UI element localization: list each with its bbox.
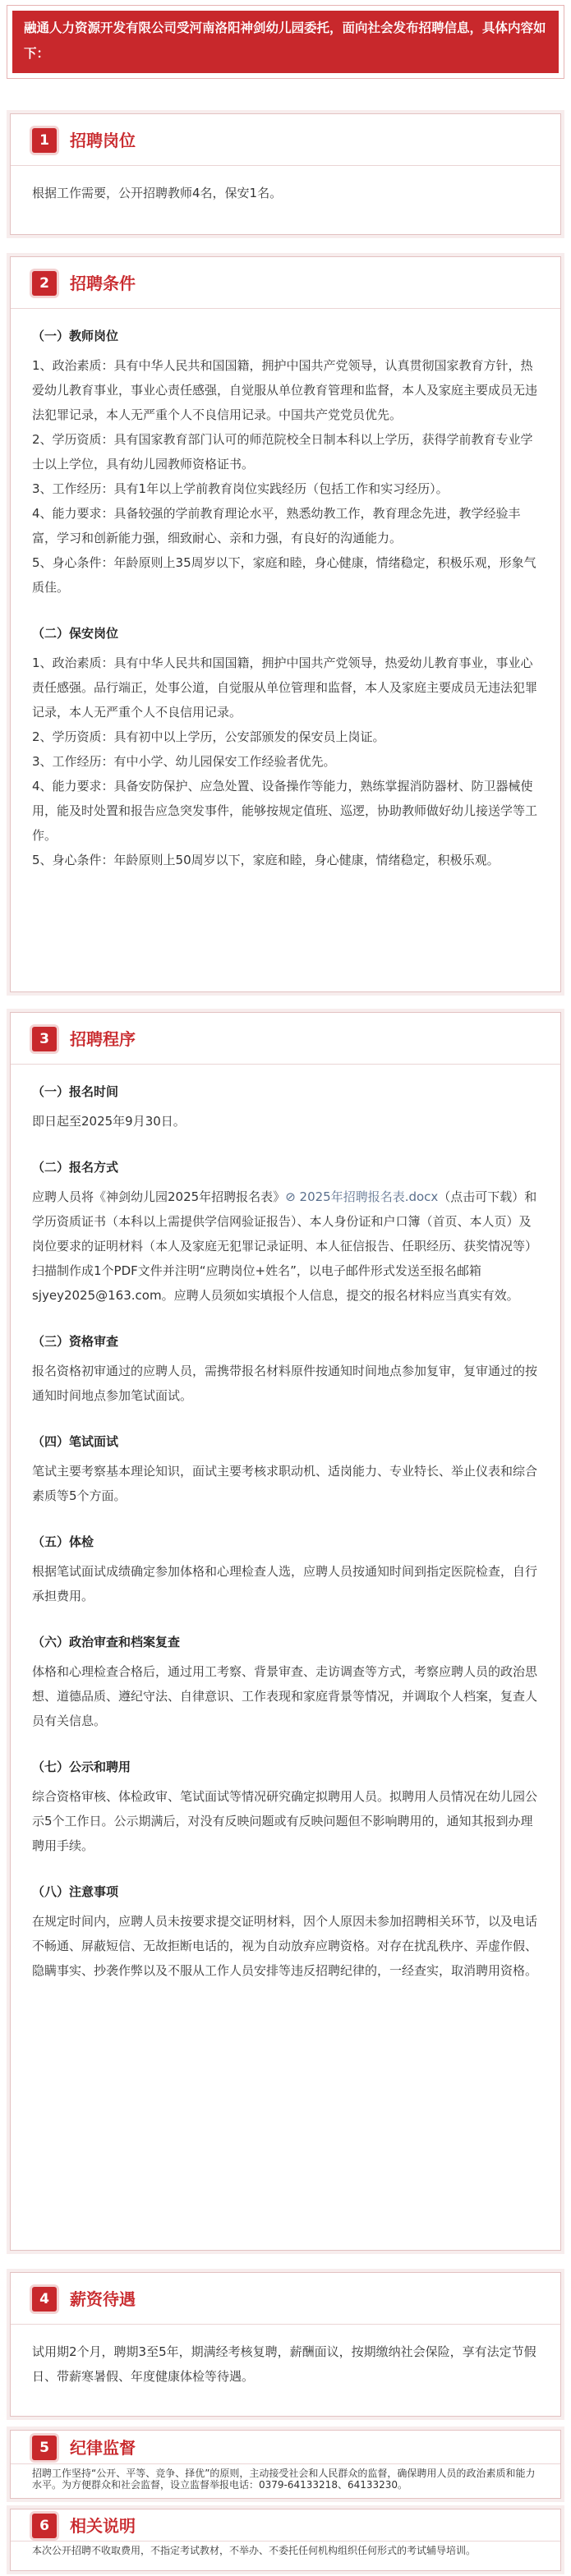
teacher-subtitle: （一）教师岗位 [32, 329, 119, 343]
section-number-badge [32, 271, 57, 296]
teacher-req-5: 5、身心条件：年龄原则上35周岁以下，家庭和睦，身心健康，情绪稳定，积极乐观，形象气质佳。 [32, 555, 536, 595]
apply-text-start: 应聘人员将《神剑幼儿园2025年招聘报名表》 [32, 1189, 286, 1204]
section-notes [10, 2509, 561, 2571]
teacher-req-3: 3、工作经历：具有1年以上学前教育岗位实践经历（包括工作和实习经历）。 [32, 481, 449, 496]
section-body [11, 2325, 560, 2404]
section-header [11, 114, 560, 166]
procedure-step-5-title: （五）体检 [32, 1534, 94, 1549]
procedure-step-2-title: （二）报名方式 [32, 1160, 119, 1175]
intro-banner: 融通人力资源开发有限公司受河南洛阳神剑幼儿园委托，面向社会发布招聘信息，具体内容如下： [12, 11, 559, 73]
procedure-step-5-text: 根据笔试面试成绩确定参加体格和心理检查人选，应聘人员按通知时间到指定医院检查，自行承担费用。 [32, 1564, 538, 1603]
section-number-badge [32, 2436, 57, 2460]
section-number: 2 [39, 275, 49, 292]
guard-subtitle: （二）保安岗位 [32, 626, 119, 641]
procedure-step-4-text: 笔试主要考察基本理论知识，面试主要考核求职动机、适岗能力、专业特长、举止仪表和综合素质等5个方面。 [32, 1464, 538, 1503]
procedure-step-7-title: （七）公示和聘用 [32, 1760, 131, 1774]
section-number: 3 [39, 1031, 49, 1047]
section-body [11, 166, 560, 220]
section-body [11, 2464, 560, 2494]
procedure-step-6-text: 体格和心理检查合格后，通过用工考察、背景审查、走访调查等方式，考察应聘人员的政治思想、道德品质、遵纪守法、自律意识、工作表现和家庭背景等情况，并调取个人档案，复查人员有关信息。 [32, 1664, 538, 1728]
guard-req-5: 5、身心条件：年龄原则上50周岁以下，家庭和睦，身心健康，情绪稳定，积极乐观。 [32, 853, 500, 867]
section-positions [10, 113, 561, 235]
section-number: 6 [39, 2518, 49, 2534]
notes-text: 本次公开招聘不收取费用，不指定考试教材，不举办、不委托任何机构组织任何形式的考试辅导培训。 [32, 2545, 477, 2556]
section-number-badge [32, 1027, 57, 1051]
guard-req-4: 4、能力要求：具备安防保护、应急处置、设备操作等能力，熟练掌握消防器材、防卫器械使用，能及时处置和报告应急突发事件，能够按规定值班、巡逻，协助教师做好幼儿接送学等工作。 [32, 779, 538, 843]
positions-text: 根据工作需要，公开招聘教师4名，保安1名。 [32, 186, 283, 200]
section-header [11, 2509, 560, 2542]
section-body [11, 2542, 560, 2560]
download-form-link[interactable]: ⊘ 2025年招聘报名表.docx [285, 1189, 439, 1204]
procedure-step-2-text [32, 1184, 539, 1308]
guard-req-3: 3、工作经历：有中小学、幼儿园保安工作经验者优先。 [32, 754, 336, 769]
section-supervision [10, 2430, 561, 2499]
teacher-req-1: 1、政治素质：具有中华人民共和国国籍，拥护中国共产党领导，认真贯彻国家教育方针，热爱幼儿教育事业，事业心责任感强，自觉服从单位教育管理和监督，本人及家庭主要成员无违法犯罪记录，本人无严重个人不良信用记录。中国共产党党员优先。 [32, 358, 538, 422]
apply-text-rest: （点击可下载）和学历资质证书（本科以上需提供学信网验证报告）、本人身份证和户口簿（首页、本人页）及岗位要求的证明材料（本人及家庭无犯罪记录证明、本人征信报告、任职经历、获奖情况等）扫描制作成1个PDF文件并注明“应聘岗位+姓名”，以电子邮件形式发送至报名邮箱sjyey2025@163.com。应聘人员须如实填报个人信息，提交的报名材料应当真实有效。 [32, 1189, 538, 1303]
section-number: 5 [39, 2440, 49, 2456]
section-header [11, 2273, 560, 2325]
procedure-step-6-title: （六）政治审查和档案复查 [32, 1635, 181, 1649]
section-body [11, 1065, 560, 1998]
procedure-step-7-text: 综合资格审核、体检政审、笔试面试等情况研究确定拟聘用人员。拟聘用人员情况在幼儿园公示5个工作日。公示期满后，对没有反映问题或有反映问题但不影响聘用的，通知其报到办理聘用手续。 [32, 1789, 538, 1853]
section-body [11, 309, 560, 887]
procedure-step-4-title: （四）笔试面试 [32, 1434, 119, 1449]
teacher-req-2: 2、学历资质：具有国家教育部门认可的师范院校全日制本科以上学历，获得学前教育专业学士以上学位，具有幼儿园教师资格证书。 [32, 432, 533, 472]
section-header [11, 1013, 560, 1065]
guard-req-1: 1、政治素质：具有中华人民共和国国籍，拥护中国共产党领导，热爱幼儿教育事业，事业心责任感强。品行端正，处事公道，自觉服从单位管理和监督，本人及家庭主要成员无违法犯罪记录，本人无严重个人不良信用记录。 [32, 656, 538, 720]
section-number-badge [32, 128, 57, 153]
procedure-step-3-text: 报名资格初审通过的应聘人员，需携带报名材料原件按通知时间地点参加复审，复审通过的按通知时间地点参加笔试面试。 [32, 1364, 538, 1403]
intro-banner-frame [7, 5, 564, 79]
section-title: 薪资待遇 [70, 2289, 136, 2309]
section-title: 纪律监督 [70, 2438, 136, 2458]
section-title: 相关说明 [70, 2516, 136, 2536]
section-number-badge [32, 2514, 57, 2538]
procedure-step-3-title: （三）资格审查 [32, 1334, 119, 1349]
section-number: 4 [39, 2291, 49, 2307]
section-title: 招聘条件 [70, 274, 136, 293]
section-number-badge [32, 2287, 57, 2312]
section-requirements [10, 256, 561, 992]
procedure-step-1-title: （一）报名时间 [32, 1084, 119, 1099]
guard-req-2: 2、学历资质：具有初中以上学历，公安部颁发的保安员上岗证。 [32, 729, 385, 744]
section-title: 招聘岗位 [70, 131, 136, 150]
procedure-step-8-title: （八）注意事项 [32, 1884, 119, 1899]
teacher-req-4: 4、能力要求：具备较强的学前教育理论水平，熟悉幼教工作，教育理念先进，教学经验丰富，学习和创新能力强，细致耐心、亲和力强，有良好的沟通能力。 [32, 506, 521, 545]
salary-text: 试用期2个月，聘期3至5年，期满经考核复聘，薪酬面议，按期缴纳社会保险，享有法定节假日、带薪寒暑假、年度健康体检等待遇。 [32, 2344, 536, 2384]
section-header [11, 257, 560, 309]
procedure-step-8-text: 在规定时间内，应聘人员未按要求提交证明材料，因个人原因未参加招聘相关环节，以及电话不畅通、屏蔽短信、无故拒断电话的，视为自动放弃应聘资格。对存在扰乱秩序、弄虚作假、隐瞒事实、抄袭作弊以及不服从工作人员安排等违反招聘纪律的，一经查实，取消聘用资格。 [32, 1914, 538, 1978]
section-title: 招聘程序 [70, 1029, 136, 1049]
section-number: 1 [39, 132, 49, 149]
section-procedure [10, 1012, 561, 2251]
section-salary [10, 2272, 561, 2417]
section-header [11, 2431, 560, 2464]
supervision-text: 招聘工作坚持“公开、平等、竞争、择优”的原则，主动接受社会和人民群众的监督，确保聘用人员的政治素质和能力水平。为方便群众和社会监督，设立监督举报电话：0379-64133218、64133230。 [32, 2468, 536, 2491]
procedure-step-1-text: 即日起至2025年9月30日。 [32, 1114, 186, 1129]
